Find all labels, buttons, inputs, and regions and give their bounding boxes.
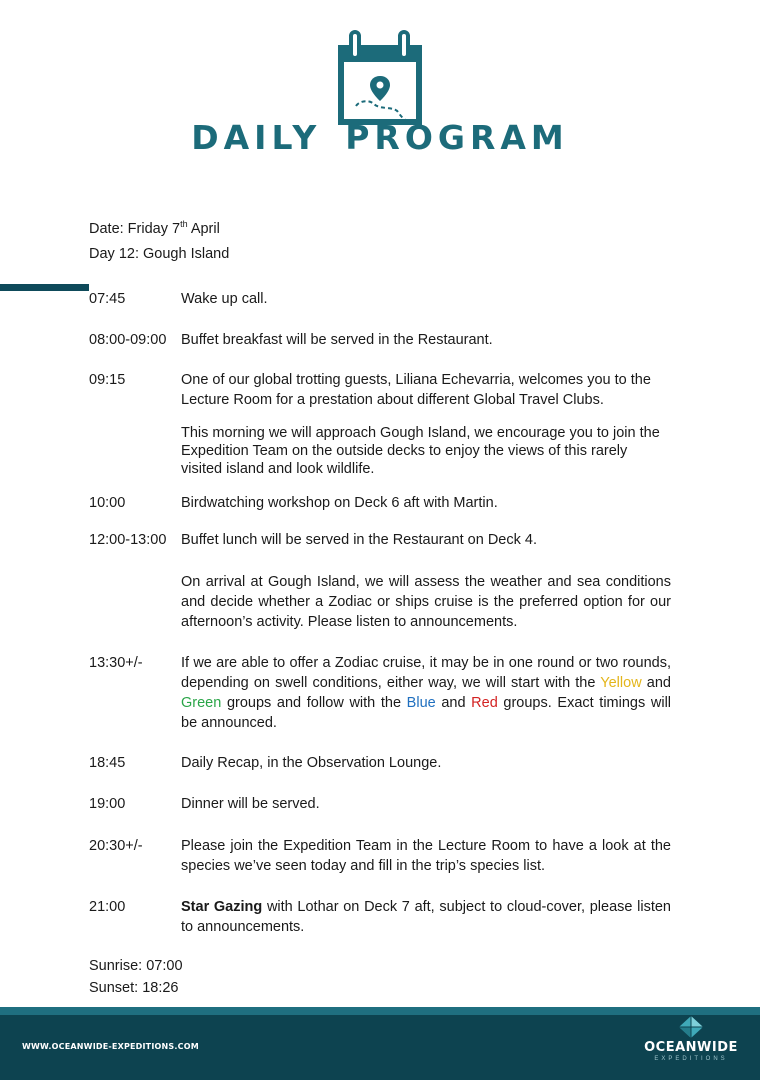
schedule-time: 09:15: [89, 372, 126, 388]
brand-name: OCEANWIDE: [644, 1040, 738, 1055]
oceanwide-diamond-icon: [678, 1015, 704, 1039]
schedule-row: [89, 424, 671, 478]
schedule-text: Wake up call.: [181, 291, 268, 307]
schedule-row: [89, 494, 671, 514]
group-yellow: Yellow: [600, 675, 642, 691]
text-part: with Lothar on Deck 7 aft, subject to cloud-cover, please listen to announcements.: [181, 899, 671, 935]
schedule-text: [181, 897, 671, 937]
schedule-time: 12:00-13:00: [89, 532, 167, 548]
schedule-time: 20:30+/-: [89, 838, 143, 854]
sunrise: Sunrise: 07:00: [89, 958, 183, 974]
schedule-text: One of our global trotting guests, Liliana Echevarria, welcomes you to the Lecture Room for a prestation about different Global Travel Clubs.: [181, 372, 651, 408]
schedule-row: [89, 836, 671, 876]
group-red: Red: [471, 695, 498, 711]
schedule-text: Buffet lunch will be served in the Restaurant on Deck 4.: [181, 532, 537, 548]
footer-accent: [0, 1007, 760, 1015]
schedule-row: [89, 754, 671, 774]
schedule-row: [89, 531, 671, 551]
schedule-row: [89, 290, 671, 310]
schedule-text: On arrival at Gough Island, we will assess the weather and sea conditions and decide whether a Zodiac or ships cruise is the preferred option for our afternoon’s activity. Please listen to announcements.: [181, 574, 671, 630]
day-line: Day 12: Gough Island: [89, 246, 230, 262]
schedule-time: 10:00: [89, 495, 126, 511]
date-prefix: Date: Friday 7: [89, 220, 181, 237]
date-month: April: [187, 220, 220, 237]
brand-sub: EXPEDITIONS: [654, 1056, 728, 1062]
accent-bar: [0, 284, 89, 291]
schedule-row: [89, 572, 671, 632]
schedule-text: Birdwatching workshop on Deck 6 aft with Martin.: [181, 495, 498, 511]
star-gazing-label: Star Gazing: [181, 899, 263, 915]
schedule-time: 19:00: [89, 796, 126, 812]
schedule-row: [89, 653, 671, 733]
schedule-row: [89, 795, 671, 815]
calendar-map-pin-icon: [330, 28, 430, 128]
schedule-time: 08:00-09:00: [89, 332, 167, 348]
page-title: [0, 118, 760, 157]
schedule-row: [89, 331, 671, 351]
group-green: Green: [181, 695, 222, 711]
text-part: and: [641, 675, 671, 691]
brand-logo: [636, 1015, 746, 1062]
header-logo: [0, 0, 760, 170]
footer: [0, 1015, 760, 1080]
text-part: groups and follow with the: [221, 695, 407, 711]
schedule-text: This morning we will approach Gough Island, we encourage you to join the Expedition Team on the outside decks to enjoy the views of this rarely visited island and look wildlife.: [181, 425, 660, 477]
schedule-time: 07:45: [89, 291, 126, 307]
sunset: Sunset: 18:26: [89, 980, 179, 996]
group-blue: Blue: [406, 695, 436, 711]
schedule-text: [181, 653, 671, 733]
schedule-text: Dinner will be served.: [181, 796, 320, 812]
schedule-row: [89, 897, 671, 937]
schedule-time: 13:30+/-: [89, 655, 143, 671]
text-part: groups. Exact timings will be announced.: [181, 695, 672, 731]
text-part: If we are able to offer a Zodiac cruise, it may be in one round or two rounds, depending on swell conditions, either way, we will start with the: [181, 655, 671, 691]
date-line: [89, 219, 220, 237]
schedule-time: 18:45: [89, 755, 126, 771]
schedule-row: [89, 371, 671, 410]
title-word-daily: DAILY: [191, 118, 322, 157]
schedule-text: Buffet breakfast will be served in the Restaurant.: [181, 332, 493, 348]
schedule-text: Please join the Expedition Team in the Lecture Room to have a look at the species we’ve seen today and fill in the trip’s species list.: [181, 838, 671, 874]
website-link[interactable]: WWW.OCEANWIDE-EXPEDITIONS.COM: [22, 1042, 199, 1051]
schedule-text: Daily Recap, in the Observation Lounge.: [181, 755, 442, 771]
text-part: and: [435, 695, 472, 711]
title-word-program: PROGRAM: [345, 118, 569, 157]
date-suffix: th: [180, 219, 188, 229]
schedule-time: 21:00: [89, 899, 126, 915]
